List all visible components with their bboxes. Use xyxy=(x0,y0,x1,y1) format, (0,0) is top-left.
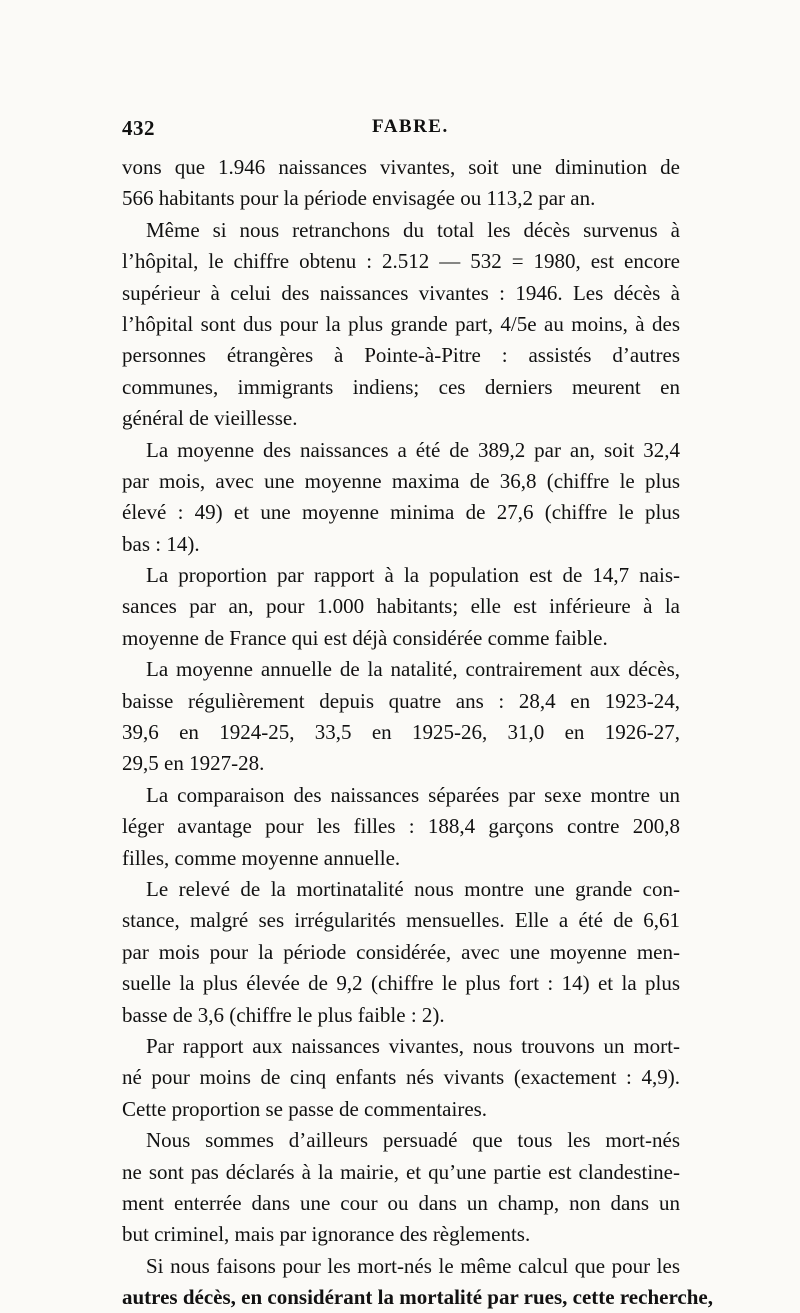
text-line: Si nous faisons pour les mort-nés le même calcul que pour les xyxy=(146,1253,680,1278)
text-line: Le relevé de la mortinatalité nous montre une grande con- xyxy=(146,876,680,901)
text-line: 566 habitants pour la période envisagée ou 113,2 par an. xyxy=(122,186,596,211)
text-line: suelle la plus élevée de 9,2 (chiffre le plus fort : 14) et la plus xyxy=(122,971,680,996)
text-line: La moyenne des naissances a été de 389,2 par an, soit 32,4 xyxy=(146,437,680,462)
text-line: Nous sommes d’ailleurs persuadé que tous les mort-nés xyxy=(146,1128,680,1153)
text-line: par mois pour la période considérée, avec une moyenne men- xyxy=(122,939,680,964)
page-header xyxy=(122,116,680,146)
text-line: ne sont pas déclarés à la mairie, et qu’une partie est clandestine- xyxy=(122,1159,680,1184)
text-line: vons que 1.946 naissances vivantes, soit une diminution de xyxy=(122,155,680,179)
text-line: autres décès, en considérant la mortalité par rues, cette recherche, xyxy=(122,1285,713,1310)
text-line: basse de 3,6 (chiffre le plus faible : 2). xyxy=(122,1002,445,1027)
text-line: but criminel, mais par ignorance des règlements. xyxy=(122,1222,531,1247)
text-line: baisse régulièrement depuis quatre ans : 28,4 en 1923-24, xyxy=(122,688,680,713)
text-line: élevé : 49) et une moyenne minima de 27,6 (chiffre le plus xyxy=(122,500,680,525)
text-line: général de vieillesse. xyxy=(122,406,298,431)
text-line: 39,6 en 1924-25, 33,5 en 1925-26, 31,0 en 1926-27, xyxy=(122,720,680,745)
text-line: La moyenne annuelle de la natalité, contrairement aux décès, xyxy=(146,657,680,682)
text-line: Même si nous retranchons du total les décès survenus à xyxy=(146,217,680,242)
text-line: stance, malgré ses irrégularités mensuelles. Elle a été de 6,61 xyxy=(122,908,680,933)
text-line: Cette proportion se passe de commentaires. xyxy=(122,1096,488,1121)
text-line: personnes étrangères à Pointe-à-Pitre : assistés d’autres xyxy=(122,343,680,368)
text-line: 29,5 en 1927-28. xyxy=(122,751,265,776)
page-number: 432 xyxy=(122,116,155,140)
text-line: Par rapport aux naissances vivantes, nous trouvons un mort- xyxy=(146,1033,680,1058)
text-line: ment enterrée dans une cour ou dans un champ, non dans un xyxy=(122,1190,680,1215)
body-text xyxy=(122,152,713,1313)
text-line: léger avantage pour les filles : 188,4 garçons contre 200,8 xyxy=(122,814,680,839)
text-line: par mois, avec une moyenne maxima de 36,8 (chiffre le plus xyxy=(122,468,680,493)
text-line: l’hôpital, le chiffre obtenu : 2.512 — 532 = 1980, est encore xyxy=(122,249,680,274)
text-line: l’hôpital sont dus pour la plus grande part, 4/5e au moins, à des xyxy=(122,311,680,336)
text-line: La comparaison des naissances séparées par sexe montre un xyxy=(146,782,680,807)
running-head: FABRE. xyxy=(372,116,449,137)
text-line: La proportion par rapport à la population est de 14,7 nais- xyxy=(146,563,680,588)
text-line: communes, immigrants indiens; ces derniers meurent en xyxy=(122,374,680,399)
text-line: moyenne de France qui est déjà considérée comme faible. xyxy=(122,625,608,650)
text-line: bas : 14). xyxy=(122,531,200,556)
text-line: supérieur à celui des naissances vivantes : 1946. Les décès à xyxy=(122,280,680,305)
text-line: né pour moins de cinq enfants nés vivants (exactement : 4,9). xyxy=(122,1065,680,1090)
text-line: filles, comme moyenne annuelle. xyxy=(122,845,401,870)
text-line: sances par an, pour 1.000 habitants; elle est inférieure à la xyxy=(122,594,680,619)
